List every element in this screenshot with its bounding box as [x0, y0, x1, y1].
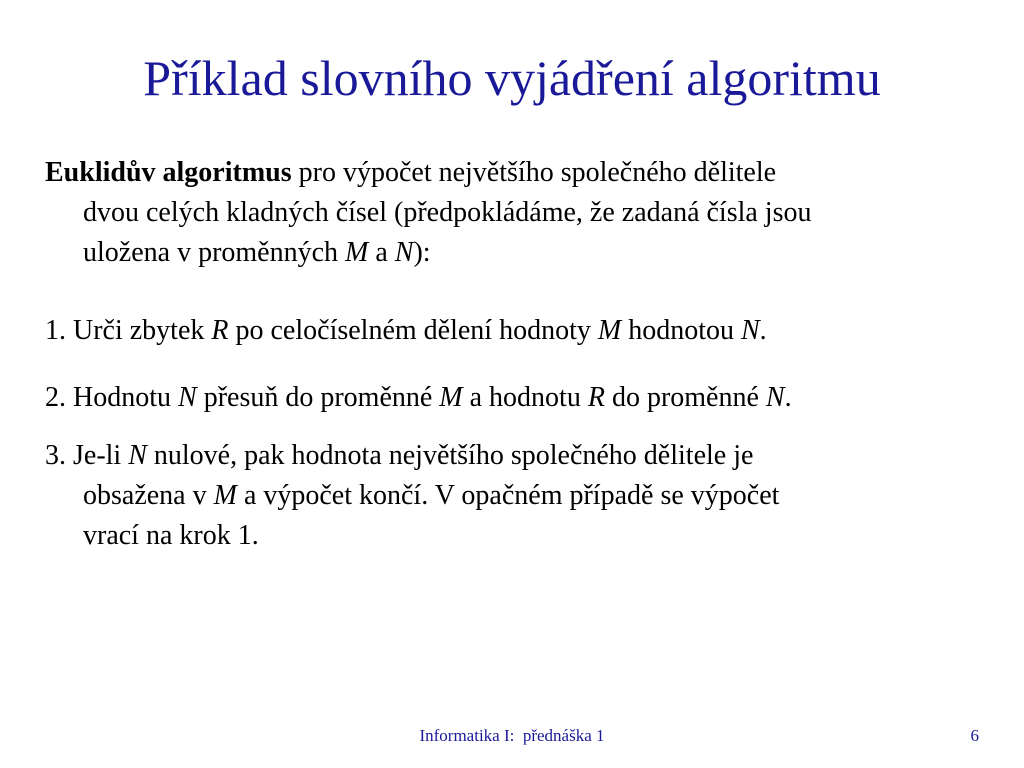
step-2-text-a: 2. Hodnotu — [45, 382, 178, 413]
variable-n: N — [128, 440, 147, 471]
intro-line-1-text: pro výpočet největšího společného dělitele — [291, 157, 777, 188]
variable-n: N — [394, 237, 414, 268]
step-2-line — [45, 378, 985, 418]
intro-line-3-text-a: uložena v proměnných — [83, 237, 346, 268]
step-2 — [45, 378, 985, 418]
step-1-text-b: po celočíselném dělení hodnoty — [228, 315, 598, 346]
step-3-text-b: nulové, pak hodnota největšího společného dělitele je — [146, 440, 754, 471]
variable-n: N — [765, 382, 785, 413]
step-3-text-line2-a: obsažena v — [83, 480, 214, 511]
variable-n: N — [178, 382, 197, 413]
step-2-text-e: . — [784, 382, 792, 413]
step-3-text-line2-b: a výpočet končí. V opačném případě se výpočet — [236, 480, 780, 511]
algorithm-name: Euklidův algoritmus — [45, 157, 292, 188]
variable-n: N — [740, 315, 760, 346]
intro-line-3-text-c: ): — [413, 237, 431, 268]
intro-line-3 — [45, 233, 985, 273]
slide-title — [0, 48, 1024, 108]
page-number: 6 — [970, 726, 979, 745]
intro-paragraph — [45, 153, 985, 273]
step-1-text-d: . — [759, 315, 767, 346]
step-3-line-1 — [45, 436, 985, 476]
step-2-text-c: a hodnotu — [462, 382, 588, 413]
variable-m: M — [345, 237, 369, 268]
step-3-text-a: 3. Je-li — [45, 440, 129, 471]
step-1 — [45, 311, 985, 351]
step-2-text-d: do proměnné — [604, 382, 766, 413]
variable-r: R — [211, 315, 229, 346]
variable-r: R — [587, 382, 605, 413]
intro-line-3-text-b: a — [368, 237, 395, 268]
step-3-line-2 — [45, 476, 985, 516]
step-2-text-b: přesuň do proměnné — [196, 382, 440, 413]
slide-title-text: Příklad slovního vyjádření algoritmu — [143, 50, 881, 106]
variable-m: M — [597, 315, 622, 346]
step-3-line-3: vrací na krok 1. — [83, 520, 259, 551]
intro-line-1 — [45, 153, 985, 193]
step-3 — [45, 436, 985, 556]
step-1-text-c: hodnotou — [621, 315, 741, 346]
variable-m: M — [213, 480, 237, 511]
step-1-line — [45, 311, 985, 351]
variable-m: M — [439, 382, 463, 413]
step-1-text-a: 1. Urči zbytek — [45, 315, 212, 346]
intro-line-2: dvou celých kladných čísel (předpokládáme, že zadaná čísla jsou — [83, 197, 812, 228]
footer-course: Informatika I: přednáška 1 — [419, 726, 605, 745]
